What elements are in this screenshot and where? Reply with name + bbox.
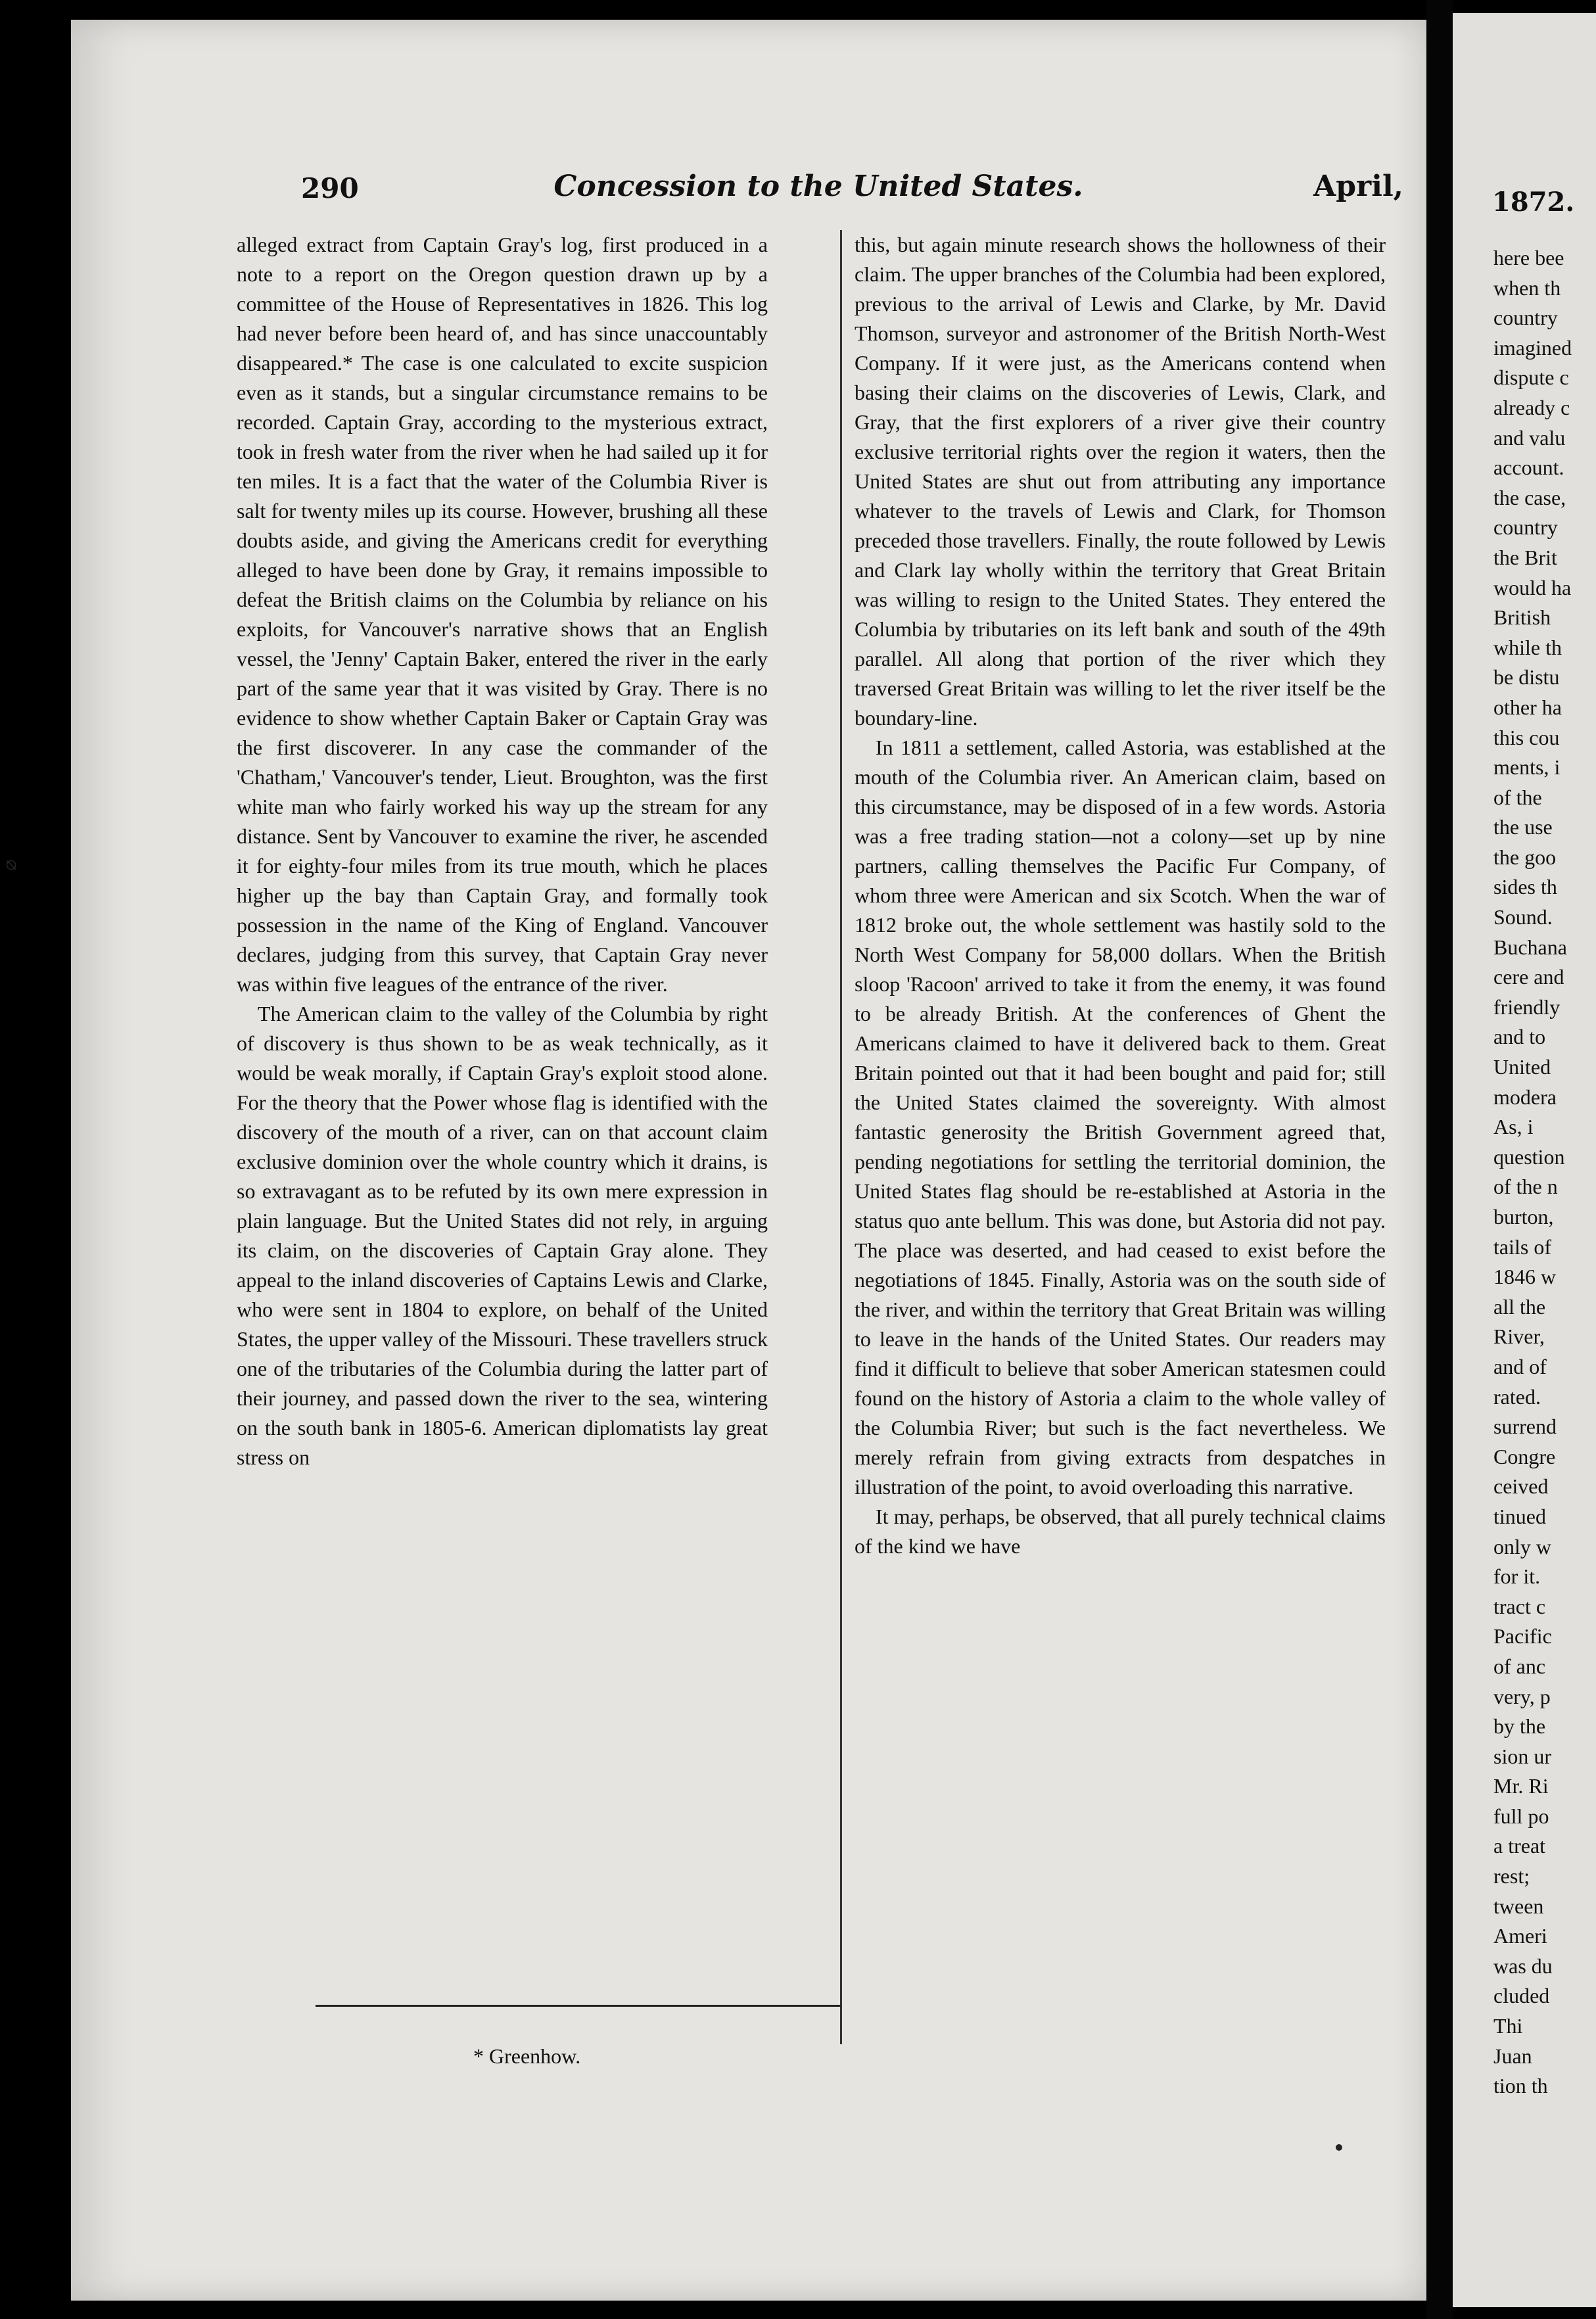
facing-page-line: country — [1493, 306, 1558, 330]
facing-page-line: United — [1493, 1055, 1551, 1079]
facing-page-line: sides th — [1493, 875, 1557, 899]
facing-page-line: Ameri — [1493, 1924, 1547, 1948]
facing-page-line: ments, i — [1493, 755, 1561, 780]
facing-page-line: friendly — [1493, 995, 1561, 1019]
facing-page-line: rated. — [1493, 1384, 1541, 1409]
facing-page-line: Mr. Ri — [1493, 1774, 1549, 1798]
facing-page-line: As, i — [1493, 1115, 1534, 1139]
facing-page-line: burton, — [1493, 1205, 1554, 1229]
facing-page-line: was du — [1493, 1954, 1553, 1978]
facing-page-line: be distu — [1493, 665, 1560, 690]
facing-page-line: this cou — [1493, 725, 1560, 749]
facing-page-line: for it. — [1493, 1564, 1541, 1589]
facing-page-line: and of — [1493, 1354, 1547, 1378]
facing-page-line: ceived — [1493, 1474, 1549, 1499]
facing-page-line: all the — [1493, 1294, 1546, 1319]
column-divider — [840, 230, 842, 2044]
facing-page-line: tract c — [1493, 1594, 1546, 1618]
running-header — [233, 170, 1403, 209]
facing-page-line: Juan — [1493, 2044, 1532, 2068]
facing-page-line: by the — [1493, 1714, 1546, 1739]
facing-page-line: tails of — [1493, 1234, 1551, 1259]
facing-page-text — [1493, 243, 1572, 2101]
facing-page-line: British — [1493, 605, 1551, 630]
facing-page-line: Pacific — [1493, 1624, 1552, 1649]
facing-page-line: the case, — [1493, 485, 1566, 509]
facing-page-line: Thi — [1493, 2014, 1523, 2038]
facing-page-line: Sound. — [1493, 905, 1553, 929]
facing-page-line: of the — [1493, 785, 1542, 809]
paragraph: The American claim to the valley of the Columbia by right of discovery is thus shown to be as weak technically, as it would be weak morally, if Captain Gray's exploit stood alone. For the theory that the Power whose flag is identified with the discovery of the mouth of a river, can on that account claim exclusive dominion over the whole country which it drains, is so extravagant as to be refuted by its own mere expression in plain language. But the United States did not rely, in arguing its claim, on the discoveries of Captain Gray alone. They appeal to the inland discoveries of Captains Lewis and Clarke, who were sent in 1804 to explore, on behalf of the United States, the upper valley of the Missouri. These travellers struck one of the tributaries of the Columbia during the latter part of their journey, and passed down the river to the sea, wintering on the south bank in 1805-6. American diplomatists lay great stress on — [237, 1002, 768, 1469]
facing-page-line: sion ur — [1493, 1744, 1551, 1768]
facing-page-line: when th — [1493, 275, 1561, 300]
facing-page-line: surrend — [1493, 1415, 1557, 1439]
facing-page-line: tinued — [1493, 1504, 1546, 1528]
facing-page-line: account. — [1493, 456, 1564, 480]
paragraph: In 1811 a settlement, called Astoria, was established at the mouth of the Columbia river. An American claim, based on this circumstance, may be disposed of in a few words. Astoria was a free trading station—not a colony—set up by nine partners, calling themselves the Pacific Fur Company, of whom three were American and six Scotch. When the war of 1812 broke out, the whole settlement was hastily sold to the North West Company for 58,000 dollars. When the British sloop 'Racoon' arrived to take it from the enemy, it was found to be already British. At the conferences of Ghent the Americans claimed to have it delivered back to them. Great Britain pointed out that it had been bought and paid for; still the United States claimed the sovereignty. With almost fantastic generosity the British Government agreed that, pending negotiations for settling the territorial dominion, the United States flag should be re-established at Astoria in the status quo ante bellum. This was done, but Astoria did not pay. The place was deserted, and had ceased to exist before the negotiations of 1845. Finally, Astoria was on the south side of the river, and within the territory that Great Britain was willing to leave in the hands of the United States. Our readers may find it difficult to believe that sober American statesmen could found on the history of Astoria a claim to the whole valley of the Columbia River; but such is the fact nevertheless. We merely refrain from giving extracts from despatches in illustration of the point, to avoid overloading this narrative. — [855, 736, 1386, 1499]
facing-page-line: other ha — [1493, 695, 1562, 719]
facing-page-line: dispute c — [1493, 365, 1569, 390]
facing-page-header: 1872. — [1492, 187, 1575, 218]
facing-page-line: the goo — [1493, 845, 1557, 869]
facing-page-line: full po — [1493, 1804, 1549, 1828]
facing-page-line: and to — [1493, 1025, 1546, 1049]
facing-page-line: already c — [1493, 395, 1570, 419]
facing-page-line: country — [1493, 515, 1558, 540]
facing-page-line: question — [1493, 1144, 1565, 1169]
print-speck — [1336, 2144, 1342, 2151]
book-gutter — [1426, 0, 1453, 2319]
facing-page-line: the Brit — [1493, 545, 1557, 569]
text-column-right — [855, 230, 1386, 1561]
facing-page-line: the use — [1493, 815, 1553, 839]
paragraph: this, but again minute research shows the hollowness of their claim. The upper branches of the Columbia had been explored, previous to the arrival of Lewis and Clarke, by Mr. David Thomson, surveyor and astronomer of the British North-West Company. If it were just, as the Americans contend when basing their claims on the discoveries of Lewis, Clark, and Gray, that the first explorers of a river give their country exclusive territorial rights over the region it waters, then the United States are shut out from attributing any importance whatever to the travels of Lewis and Clark, for Thomson preceded those travellers. Finally, the route followed by Lewis and Clark lay wholly within the territory that Great Britain was willing to resign to the United States. They entered the Columbia by tributaries on its left bank and south of the 49th parallel. All along that portion of the river which they traversed Great Britain was willing to let the river itself be the boundary-line. — [855, 233, 1386, 730]
footnote: * Greenhow. — [473, 2044, 581, 2068]
header-month: April, — [1313, 170, 1403, 203]
facing-page-line: Buchana — [1493, 935, 1567, 959]
facing-page-line: while th — [1493, 635, 1562, 659]
facing-page-line: rest; — [1493, 1864, 1530, 1888]
facing-page-line: imagined — [1493, 335, 1572, 360]
facing-page-line: only w — [1493, 1534, 1551, 1558]
margin-mark: ⍉ — [7, 856, 16, 874]
facing-page-line: very, p — [1493, 1684, 1551, 1708]
facing-page-line: and valu — [1493, 425, 1566, 450]
facing-page-line: of the n — [1493, 1175, 1558, 1199]
footnote-rule — [316, 2005, 841, 2007]
running-title: Concession to the United States. — [553, 170, 1083, 203]
facing-page-line: here bee — [1493, 246, 1564, 269]
facing-page-line: cere and — [1493, 965, 1564, 989]
facing-page-line: would ha — [1493, 575, 1572, 599]
paragraph: It may, perhaps, be observed, that all purely technical claims of the kind we have — [855, 1505, 1386, 1558]
facing-page-line: River, — [1493, 1324, 1545, 1349]
facing-page-line: of anc — [1493, 1654, 1546, 1678]
text-column-left — [237, 230, 768, 1472]
facing-page-line: cluded — [1493, 1984, 1550, 2008]
facing-page-line: modera — [1493, 1085, 1557, 1109]
paragraph: alleged extract from Captain Gray's log, first produced in a note to a report on the Oregon question drawn up by a committee of the House of Representatives in 1826. This log had never before been heard of, and has since unaccountably disappeared.* The case is one calculated to excite suspicion even as it stands, but a singular circumstance remains to be recorded. Captain Gray, according to the mysterious extract, took in fresh water from the river when he had sailed up it for ten miles. It is a fact that the water of the Columbia River is salt for twenty miles up its course. However, brushing all these doubts aside, and giving the Americans credit for everything alleged to have been done by Gray, it remains impossible to defeat the British claims on the Columbia by reliance on his exploits, for Vancouver's narrative shows that an English vessel, the 'Jenny' Captain Baker, entered the river in the early part of the same year that it was visited by Gray. There is no evidence to show whether Captain Baker or Captain Gray was the first discoverer. In any case the commander of the 'Chatham,' Vancouver's tender, Lieut. Broughton, was the first white man who fairly worked his way up the stream for any distance. Sent by Vancouver to examine the river, he ascended it for eighty-four miles from its true mouth, which he places higher up the bay than Captain Gray, and formally took possession in the name of the King of England. Vancouver declares, judging from this survey, that Captain Gray never was within five leagues of the entrance of the river. — [237, 233, 768, 996]
facing-page-line: a treat — [1493, 1834, 1546, 1858]
page-number: 290 — [301, 172, 359, 204]
facing-page-line: 1846 w — [1493, 1265, 1557, 1289]
facing-page-line: tween — [1493, 1894, 1544, 1918]
facing-page-line: Congre — [1493, 1444, 1556, 1468]
facing-page-line: tion th — [1493, 2074, 1548, 2098]
facing-page — [1453, 13, 1596, 2307]
